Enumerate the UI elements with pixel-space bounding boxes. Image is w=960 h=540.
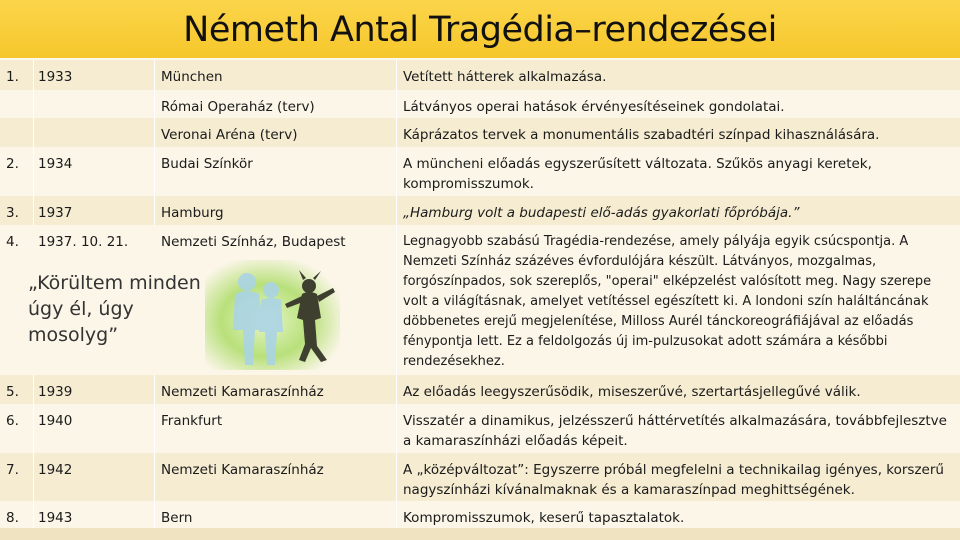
row-place: Budai Színkör: [161, 156, 253, 172]
table-row: [0, 501, 960, 528]
row-number: 5.: [6, 384, 19, 400]
row-number: 7.: [6, 462, 19, 478]
row-year: 1943: [38, 510, 73, 526]
row-number: 4.: [6, 234, 19, 250]
page-title: Németh Antal Tragédia–rendezései: [183, 10, 777, 50]
divider: [33, 147, 34, 225]
row-number: 1.: [6, 69, 19, 85]
dancing-figures-icon: [205, 260, 340, 370]
table-row: [0, 147, 960, 196]
row-description: Káprázatos tervek a monumentális szabadtéri színpad kihasználására.: [403, 127, 880, 143]
row-place: Hamburg: [161, 205, 224, 221]
quote-text: „Körültem minden úgy él, úgy mosolyg”: [28, 272, 201, 346]
row-place: München: [161, 69, 223, 85]
row-year: 1939: [38, 384, 73, 400]
row-description: Az előadás leegyszerűsödik, miseszerűvé, szertartásjellegűvé válik.: [403, 384, 861, 400]
divider: [33, 60, 34, 148]
row-place: Római Operaház (terv): [161, 99, 315, 115]
row-place: Nemzeti Kamaraszínház: [161, 384, 324, 400]
footer-band: [0, 528, 960, 540]
row-year: 1934: [38, 156, 73, 172]
table-row: [0, 196, 960, 225]
row-place: Bern: [161, 510, 193, 526]
divider: [154, 60, 155, 225]
row-description: A müncheni előadás egyszerűsített változata. Szűkös anyagi keretek, kompromisszumok.: [403, 156, 872, 192]
row-description: „Hamburg volt a budapesti elő-adás gyakorlati főpróbája.”: [403, 205, 800, 221]
table-row: [0, 375, 960, 404]
table-row: [0, 60, 960, 90]
row-place: Veronai Aréna (terv): [161, 127, 298, 143]
divider: [154, 375, 155, 528]
row-year: 1937. 10. 21.: [38, 234, 129, 250]
row-description: Legnagyobb szabású Tragédia-rendezése, amely pályája egyik csúcspontja. A Nemzeti Színház százéves évfordulójára készült. Látványos, mozgalmas, forgószínpados, sok szereplős, "operai" elképzelést valósított meg. Nagy szerepe volt a világításnak, amelyet vetítéssel egészített ki. A londoni szín haláltáncának döbbenetes erejű megjelenítése, Milloss Aurél tánckoreográfiájával az előadás fénypontja lett. Ez a feldolgozás új im-pulzusokat adott számára a későbbi rendezésekhez.: [403, 234, 932, 369]
table-row: [0, 453, 960, 501]
row-place: Nemzeti Színház, Budapest: [161, 234, 346, 250]
row-description: Visszatér a dinamikus, jelzésszerű háttérvetítés alkalmazására, továbbfejlesztve a kamaraszínházi előadás képeit.: [403, 413, 947, 449]
row-description: Kompromisszumok, keserű tapasztalatok.: [403, 510, 685, 526]
row-number: 8.: [6, 510, 19, 526]
table-row: [0, 118, 960, 147]
row-number: 3.: [6, 205, 19, 221]
row-description: Vetített hátterek alkalmazása.: [403, 69, 607, 85]
row-number: 2.: [6, 156, 19, 172]
row-year: 1933: [38, 69, 73, 85]
row-year: 1940: [38, 413, 73, 429]
divider: [396, 60, 397, 528]
row-year: 1942: [38, 462, 73, 478]
row-description: A „középváltozat”: Egyszerre próbál megfelelni a technikailag igényes, korszerű nagyszínházi kívánalmaknak és a kamaraszínpad meghittségének.: [403, 462, 944, 498]
row-year: 1937: [38, 205, 73, 221]
divider: [33, 375, 34, 528]
row-description: Látványos operai hatások érvényesítéseinek gondolatai.: [403, 99, 785, 115]
row-place: Nemzeti Kamaraszínház: [161, 462, 324, 478]
table-row: [0, 90, 960, 118]
table-row: [0, 404, 960, 453]
row-place: Frankfurt: [161, 413, 223, 429]
row-number: 6.: [6, 413, 19, 429]
